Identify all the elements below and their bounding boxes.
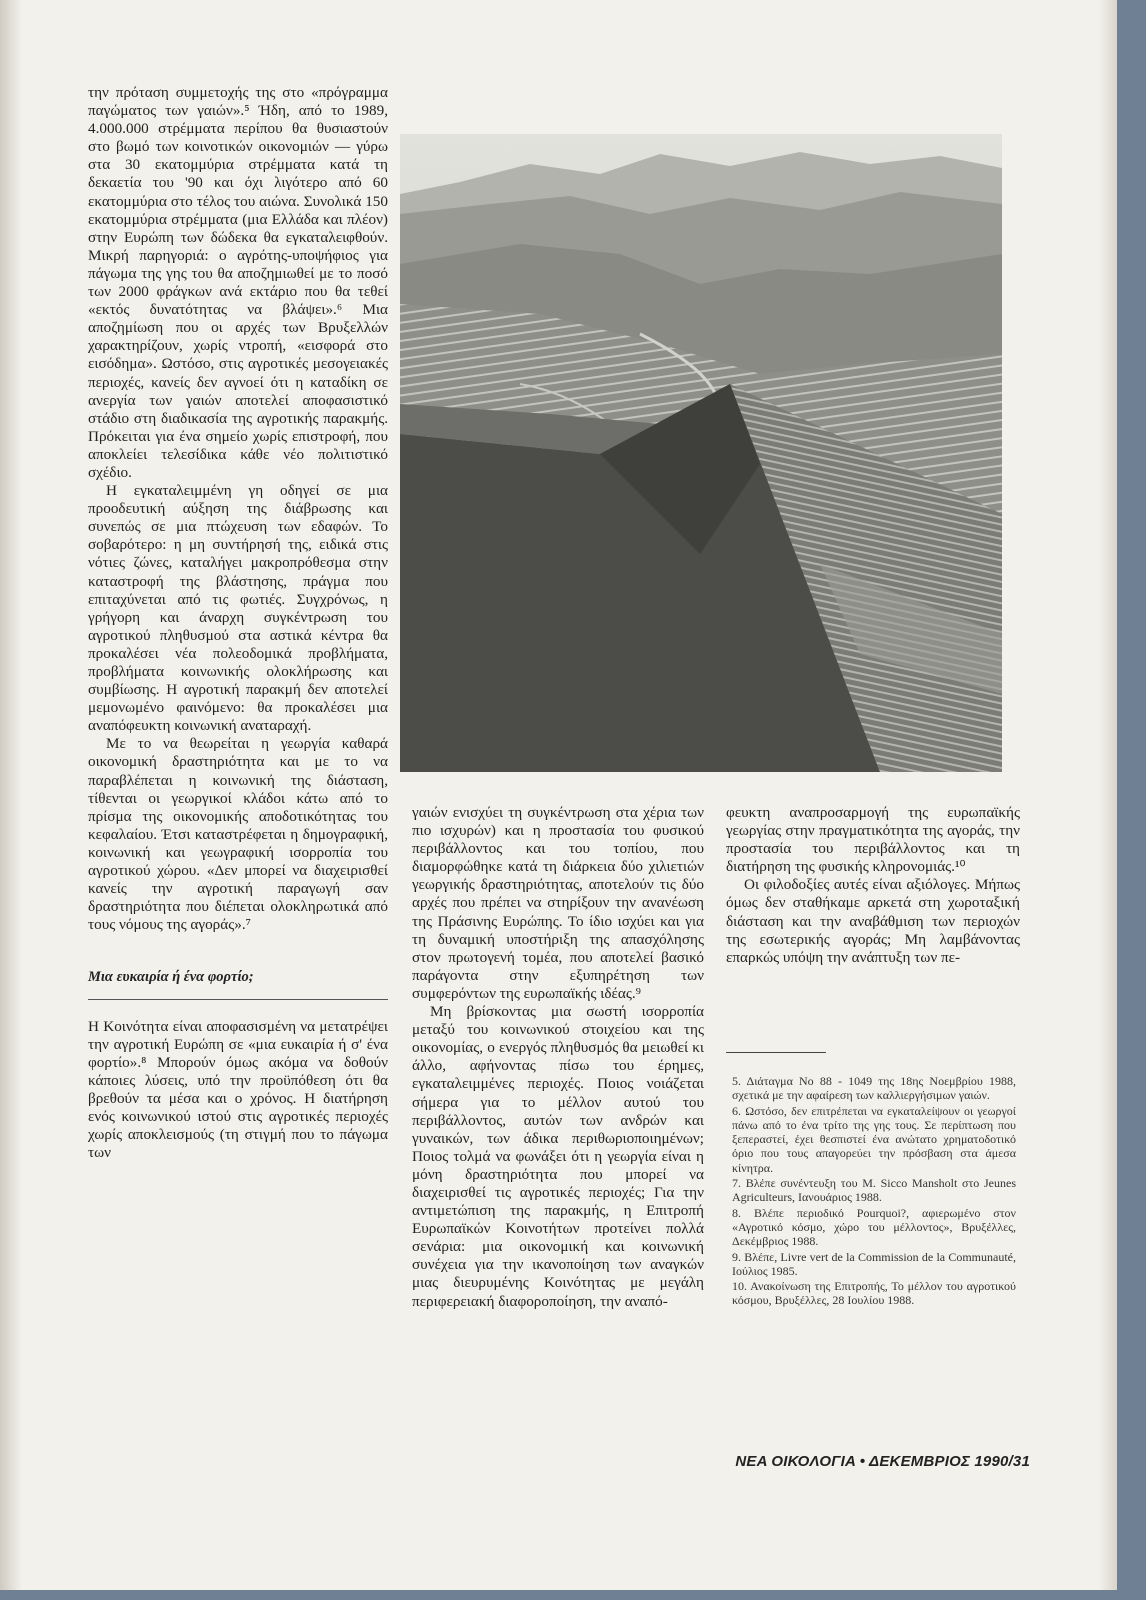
- footnote-divider: [726, 1052, 826, 1053]
- paragraph: Μη βρίσκοντας μια σωστή ισορροπία μεταξύ του κοινωνικού στοιχείου και της οικονομίας, ο ενεργός πληθυσμός θα μειωθεί κι άλλο, αφήνοντας πίσω του έρημες, εγκαταλειμμένες περιοχές. Ποιος νοιάζεται σήμερα για το μέλλον αυτού του περιβάλλοντος, αυτών των ανδρών και γυναικών, των άδικα περιθωριοποιημένων; Ποιος τολμά να φωνάξει ότι η γεωργία είναι η μόνη δραστηριότητα που μπορεί να διαχειρισθεί τις αγροτικές περιοχές; Για την αντιμετώπιση της παρακμής, η Επιτροπή Ευρωπαϊκών Κοινοτήτων προτείνει πολλά σενάρια: μια οικονομική και κοινωνική συνέχεια για την ικανοποίηση των αναγκών μιας διευρυμένης Κοινότητας με μεγάλη περιφερειακή διαφοροποίηση, την αναπό-: [412, 1003, 704, 1310]
- paragraph: Η εγκαταλειμμένη γη οδηγεί σε μια προοδευτική αύξηση της διάβρωσης και συνεπώς σε μια πτώχευση των εδαφών. Το σοβαρότερο: η μη συντήρησή της, ειδικά στις νότιες ζώνες, καταλήγει μακροπρόθεσμα στην καταστροφή της βλάστησης, πράγμα που επιταχύνεται από τις φωτιές. Συγχρόνως, η γρήγορη και άναρχη συγκέντρωση του αγροτικού πληθυσμού στα αστικά κέντρα θα προκαλέσει νέα πολεοδομικά προβλήματα, προβλήματα κοινωνικής ολοκλήρωσης και συμβίωσης. Η αγροτική παρακμή δεν αποτελεί μεμονωμένο φαινόμενο: θα προκαλέσει μια αναπόφευκτη κοινωνική αναταραχή.: [88, 482, 388, 735]
- paragraph: Η Κοινότητα είναι αποφασισμένη να μετατρέψει την αγροτική Ευρώπη σε «μια ευκαιρία ή σ' ένα φορτίο».⁸ Μπορούν όμως ακόμα να δοθούν κάποιες λύσεις, υπό την προϋπόθεση ότι θα βρεθούν τα μέσα και ο χρόνος. Η διατήρηση ενός κοινωνικού ιστού στις αγροτικές περιοχές χωρίς αποκλεισμούς (τη στιγμή που το πάγωμα των: [88, 1017, 388, 1162]
- page-footer: ΝΕΑ ΟΙΚΟΛΟΓΙΑ • ΔΕΚΕΜΒΡΙΟΣ 1990/31: [735, 1453, 1030, 1470]
- paragraph: φευκτη αναπροσαρμογή της ευρωπαϊκής γεωργίας στην πραγματικότητα της αγοράς, την προστασία του περιβάλλοντος και τη διατήρηση της φυσικής κληρονομιάς.¹⁰: [726, 804, 1020, 876]
- footnote: 10. Ανακοίνωση της Επιτροπής, Το μέλλον του αγροτικού κόσμου, Βρυξέλλες, 28 Ιουλίου 1988.: [732, 1279, 1016, 1308]
- text-column-middle: [412, 804, 704, 1311]
- text-column-left: [88, 84, 388, 1162]
- footnote: 8. Βλέπε περιοδικό Pourquoi?, αφιερωμένο στον «Αγροτικό κόσμο, χώρο του μέλλοντος», Βρυξέλλες, Δεκέμβριος 1988.: [732, 1205, 1016, 1249]
- paragraph: την πρόταση συμμετοχής της στο «πρόγραμμα παγώματος των γαιών».⁵ Ήδη, από το 1989, 4.000.000 στρέμματα περίπου θα θυσιαστούν στο βωμό των κοινοτικών οικονομιών — γύρω στα 30 εκατομμύρια στρέμματα κατά τη δεκαετία του '90 και όχι λιγότερο από 60 εκατομμύρια στο τέλος του αιώνα. Συνολικά 150 εκατομμύρια στρέμματα (μια Ελλάδα και πλέον) στην Ευρώπη των δώδεκα θα εγκαταλειφθούν. Μικρή παρηγοριά: ο αγρότης-υποψήφιος για πάγωμα της γης του θα αποζημιωθεί με το ποσό των 2000 φράγκων ανά εκτάριο που θα τεθεί «εκτός δυνατότητας να βλάψει».⁶ Μια αποζημίωση που οι αρχές των Βρυξελλών χαρακτηρίζουν, χωρίς ντροπή, «εισφορά στο εισόδημα». Ωστόσο, στις αγροτικές μεσογειακές περιοχές, κανείς δεν αγνοεί ότι η καταδίκη σε ανεργία των γαιών αποτελεί αποφασιστικό στάδιο στη διαδικασία της αγροτικής παρακμής. Πρόκειται για ένα σημείο χωρίς επιστροφή, που αποκλείει τελεσίδικα κάθε νέο πολιτιστικό σχέδιο.: [88, 84, 388, 481]
- photo-illustration: [400, 134, 1002, 772]
- footnote: 9. Βλέπε, Livre vert de la Commission de la Communauté, Ιούλιος 1985.: [732, 1249, 1016, 1278]
- terraced-hillside-photo: [400, 134, 1002, 772]
- section-subheading: Μια ευκαιρία ή ένα φορτίο;: [88, 968, 388, 999]
- text-column-right: [726, 804, 1020, 967]
- footnote: 6. Ωστόσο, δεν επιτρέπεται να εγκαταλείψουν οι γεωργοί πάνω από το ένα τρίτο της γης τους. Σε περίπτωση που ξεπεραστεί, έχει θεσπιστεί ένα ανώτατο χρηματοδοτικό όριο που τους απαγορεύει την πρόσβαση στα άμεσα κίνητρα.: [732, 1103, 1016, 1175]
- footnote: 5. Διάταγμα Νο 88 - 1049 της 18ης Νοεμβρίου 1988, σχετικά με την αφαίρεση των καλλιεργήσιμων γαιών.: [732, 1074, 1016, 1103]
- paragraph: Οι φιλοδοξίες αυτές είναι αξιόλογες. Μήπως όμως δεν σταθήκαμε αρκετά στη χωροταξική διάσταση και την αναβάθμιση των περιοχών της εσωτερικής αγοράς; Μη λαμβάνοντας επαρκώς υπόψη την ανάπτυξη των πε-: [726, 876, 1020, 966]
- footnotes: [732, 1074, 1016, 1309]
- paragraph: γαιών ενισχύει τη συγκέντρωση στα χέρια των πιο ισχυρών) και η προστασία του φυσικού περιβάλλοντος και του τοπίου, που διαμορφώθηκε κατά τη διάρκεια δύο χιλιετιών γεωργικής δραστηριότητας, αποτελούν τις δύο αρχές που πρέπει να στηρίξουν την ανανέωση της Πράσινης Ευρώπης. Το ίδιο ισχύει και για τη δυναμική υποστήριξη της απασχόλησης στον πρωτογενή τομέα, που αποτελεί βασικό παράγοντα στην εξυπηρέτηση των συμφερόντων της ευρωπαϊκής ιδέας.⁹: [412, 804, 704, 1002]
- footnote: 7. Βλέπε συνέντευξη του M. Sicco Mansholt στο Jeunes Agriculteurs, Ιανουάριος 1988.: [732, 1176, 1016, 1205]
- paragraph: Με το να θεωρείται η γεωργία καθαρά οικονομική δραστηριότητα και με το να παραβλέπεται η κοινωνική της διάσταση, τίθενται οι γεωργικοί κλάδοι κάτω από το πρίσμα της οικονομικής αποδοτικότητας του κεφαλαίου. Έτσι καταστρέφεται η δημογραφική, κοινωνική και γεωγραφική ισορροπία του αγροτικού χώρου. «Δεν μπορεί να διαχειρισθεί κανείς την αγροτική παραγωγή σαν δραστηριότητα που διέπεται ολοκληρωτικά από τους νόμους της αγοράς».⁷: [88, 735, 388, 934]
